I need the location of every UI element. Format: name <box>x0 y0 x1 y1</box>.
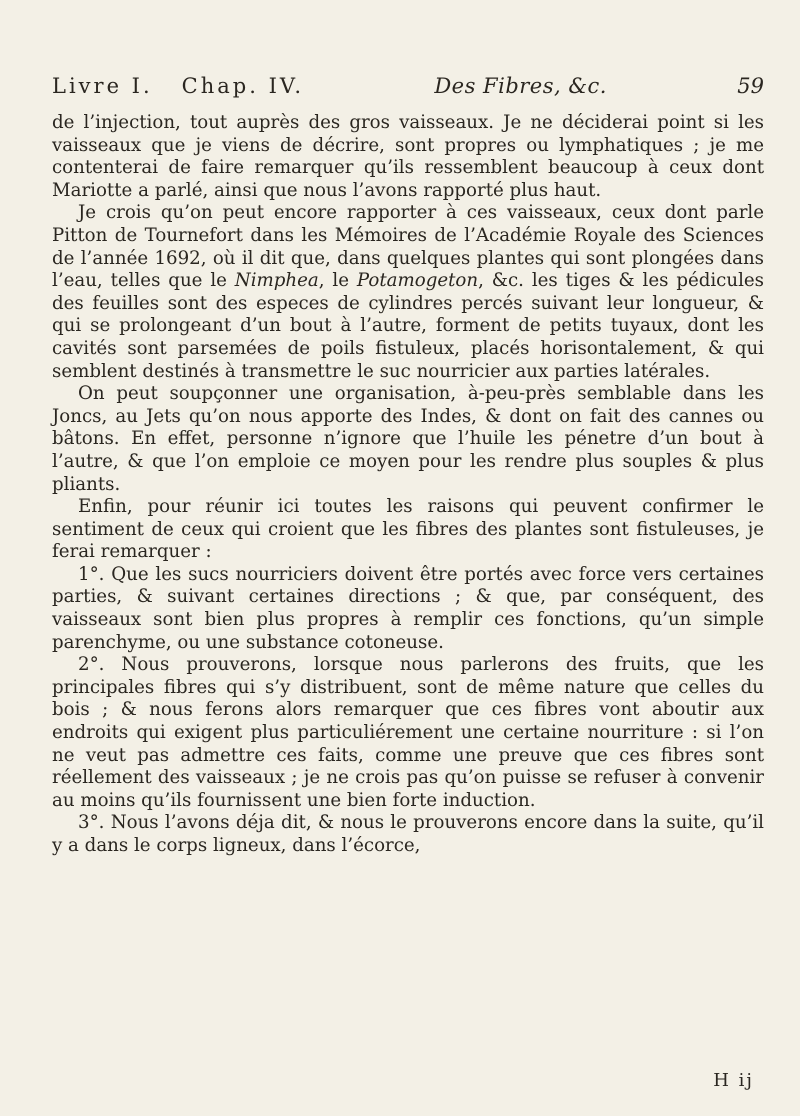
book-page <box>52 74 764 858</box>
running-head <box>52 74 764 98</box>
page-body <box>52 112 764 858</box>
chapter-label: Chap. IV. <box>181 74 305 98</box>
paragraph-text: , &c. les tiges & les pédicules des feuilles sont des especes de cylindres percés suivant leur longueur, & qui se prolongeant d’un bout à l’autre, forment de petits tuyaux, dont les cavités sont parsemées de poils fistuleux, placés horisontalement, & qui semblent destinés à transmettre le suc nourricier aux parties latérales. <box>52 270 764 382</box>
page-number: 59 <box>737 74 764 98</box>
paragraph-text: On peut soupçonner une organisation, à-peu-près semblable dans les Joncs, au Jets qu’on nous apporte des Indes, & dont on fait des cannes ou bâtons. En effet, personne n’ignore que l’huile les pénetre d’un bout à l’autre, & que l’on emploie ce moyen pour les rendre plus souples & plus pliants. <box>52 383 764 495</box>
paragraph <box>52 383 764 496</box>
chapter-title: Des Fibres, &c. <box>434 74 607 98</box>
paragraph-text: de l’injection, tout auprès des gros vaisseaux. Je ne déciderai point si les vaisseaux que je viens de décrire, sont propres ou lymphatiques ; je me contenterai de faire remarquer qu’ils ressemblent beaucoup à ceux dont Mariotte a parlé, ainsi que nous l’avons rapporté plus haut. <box>52 112 764 201</box>
paragraph <box>52 812 764 857</box>
paragraph-text: 1°. Que les sucs nourriciers doivent être portés avec force vers certaines parties, & suivant certaines directions ; & que, par conséquent, des vaisseaux sont bien plus propres à remplir ces fonctions, qu’un simple parenchyme, ou une substance cotoneuse. <box>52 563 764 653</box>
italic-term: Nimphea <box>234 270 319 292</box>
paragraph-text: 2°. Nous prouverons, lorsque nous parlerons des fruits, que les principales fibres qui s’y distribuent, sont de même nature que celles du bois ; & nous ferons alors remarquer que ces fibres vont aboutir aux endroits qui exigent plus particuliérement une certaine nourriture : si l’on ne veut pas admettre ces faits, comme une preuve que ces fibres sont réellement des vaisseaux ; je ne crois pas qu’on puisse se refuser à convenir au moins qu’ils fournissent une bien forte induction. <box>52 654 764 811</box>
book-label: Livre I. <box>52 74 153 98</box>
paragraph-text: 3°. Nous l’avons déja dit, & nous le prouverons encore dans la suite, qu’il y a dans le corps ligneux, dans l’écorce, <box>52 812 764 856</box>
signature-mark: H ij <box>713 1070 754 1091</box>
paragraph <box>52 112 764 202</box>
paragraph <box>52 654 764 812</box>
paragraph-text: Je crois qu’on peut encore rapporter à ces vaisseaux, ceux dont parle Pitton de Tournefort dans les Mémoires de l’Académie Royale des Sciences de l’année 1692, où il dit que, dans quelques plantes qui sont plongées dans l’eau, telles que le <box>52 202 764 292</box>
paragraph <box>52 202 764 383</box>
paragraph <box>52 564 764 654</box>
paragraph <box>52 496 764 564</box>
italic-term: Potamogeton <box>356 270 479 292</box>
book-chapter <box>52 74 304 98</box>
paragraph-text: Enfin, pour réunir ici toutes les raisons qui peuvent confirmer le sentiment de ceux qui croient que les fibres des plantes sont fistuleuses, je ferai remarquer : <box>52 496 764 563</box>
paragraph-text: , le <box>318 270 357 292</box>
